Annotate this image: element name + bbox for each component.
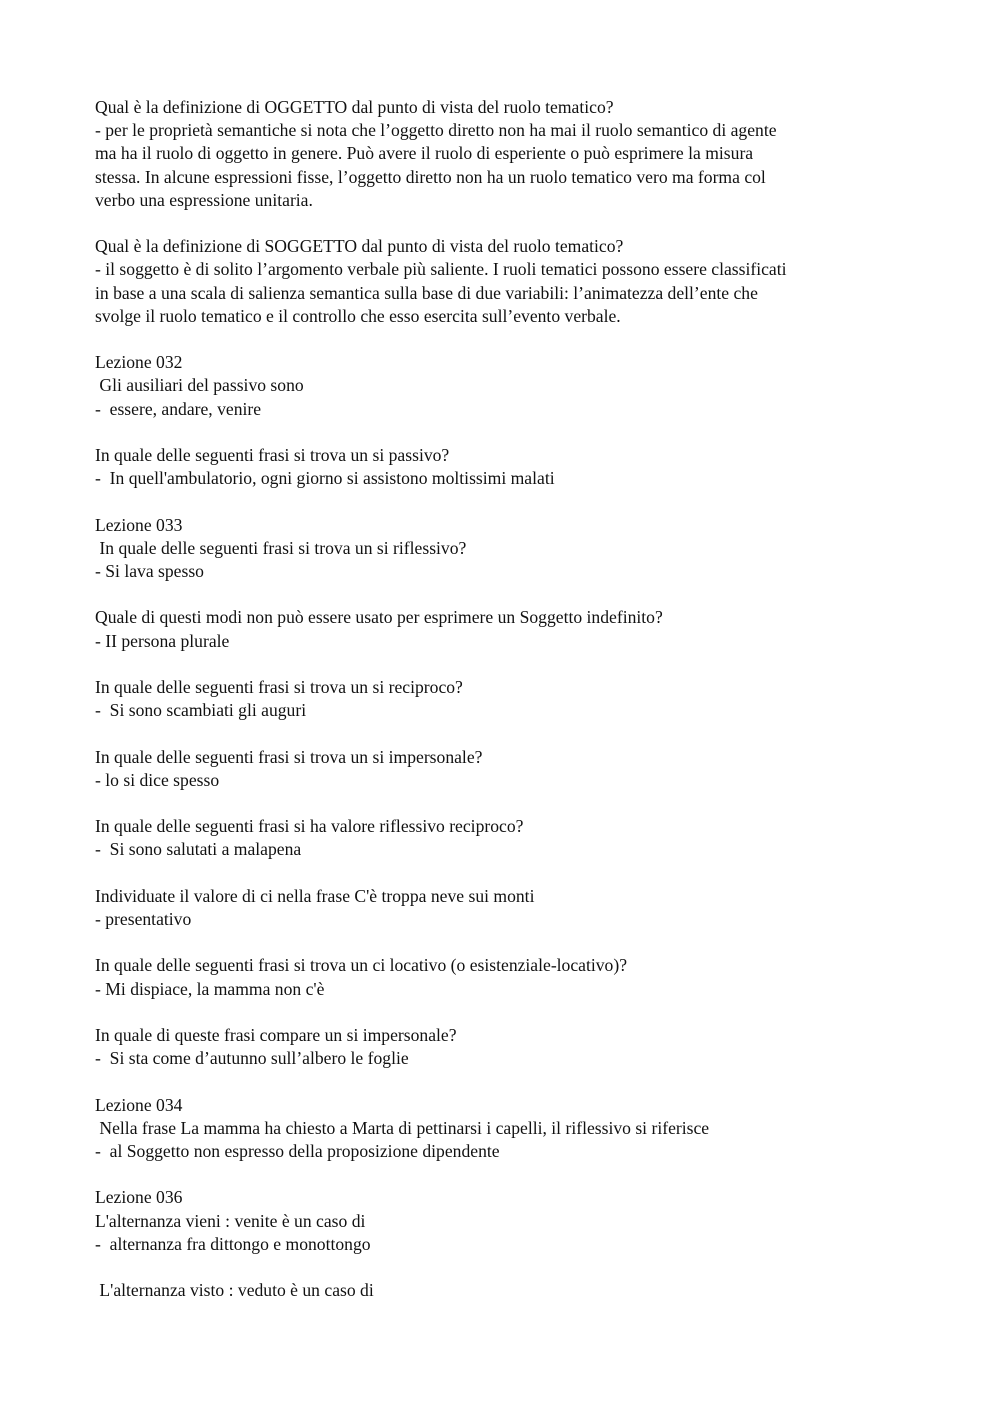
text-block bbox=[95, 885, 915, 931]
block-text-line: - II persona plurale bbox=[95, 630, 230, 651]
text-block bbox=[95, 1279, 915, 1302]
text-block bbox=[95, 1024, 915, 1070]
block-heading-line: L'alternanza visto : veduto è un caso di bbox=[95, 1280, 374, 1301]
block-text-line: - presentativo bbox=[95, 908, 192, 929]
block-heading-line: In quale delle seguenti frasi si trova un si reciproco? bbox=[95, 676, 463, 697]
block-text-line: In quale delle seguenti frasi si trova un si riflessivo? bbox=[95, 537, 467, 558]
block-heading-line: In quale delle seguenti frasi si ha valore riflessivo reciproco? bbox=[95, 816, 524, 837]
block-heading-line: Lezione 032 bbox=[95, 352, 183, 373]
block-text-line: - Si sono scambiati gli auguri bbox=[95, 700, 307, 721]
block-heading-line: Lezione 036 bbox=[95, 1187, 183, 1208]
block-text-line: - Si sono salutati a malapena bbox=[95, 839, 302, 860]
block-heading-line: Qual è la definizione di OGGETTO dal punto di vista del ruolo tematico? bbox=[95, 97, 614, 117]
block-text-line: - In quell'ambulatorio, ogni giorno si assistono moltissimi malati bbox=[95, 468, 555, 489]
text-block bbox=[95, 235, 915, 328]
text-block bbox=[95, 606, 915, 652]
text-block bbox=[95, 514, 915, 584]
block-text-line: - Si lava spesso bbox=[95, 561, 204, 581]
block-heading-line: Individuate il valore di ci nella frase C'è troppa neve sui monti bbox=[95, 885, 535, 906]
text-block bbox=[95, 676, 915, 722]
text-block bbox=[95, 444, 915, 490]
block-text-line: Nella frase La mamma ha chiesto a Marta di pettinarsi i capelli, il riflessivo si riferisce bbox=[95, 1117, 710, 1138]
block-heading-line: In quale di queste frasi compare un si impersonale? bbox=[95, 1024, 457, 1045]
block-text-line: - Mi dispiace, la mamma non c'è bbox=[95, 978, 325, 999]
block-text-line: ma ha il ruolo di oggetto in genere. Può avere il ruolo di esperiente o può esprimere la misura bbox=[95, 143, 754, 164]
text-block bbox=[95, 1186, 915, 1256]
block-text-line: - alternanza fra dittongo e monottongo bbox=[95, 1233, 371, 1254]
text-block bbox=[95, 96, 915, 212]
block-heading-line: In quale delle seguenti frasi si trova un si impersonale? bbox=[95, 746, 483, 767]
text-block bbox=[95, 746, 915, 792]
block-text-line: - al Soggetto non espresso della proposizione dipendente bbox=[95, 1140, 500, 1161]
document-body bbox=[95, 96, 915, 1326]
block-text-line: L'alternanza vieni : venite è un caso di bbox=[95, 1210, 366, 1231]
block-text-line: - Si sta come d’autunno sull’albero le foglie bbox=[95, 1048, 409, 1069]
text-block bbox=[95, 954, 915, 1000]
block-text-line: Gli ausiliari del passivo sono bbox=[95, 375, 304, 396]
block-heading-line: Lezione 033 bbox=[95, 514, 183, 535]
block-text-line: verbo una espressione unitaria. bbox=[95, 189, 313, 210]
text-block bbox=[95, 1094, 915, 1164]
block-heading-line: In quale delle seguenti frasi si trova un ci locativo (o esistenziale-locativo)? bbox=[95, 955, 628, 976]
block-text-line: stessa. In alcune espressioni fisse, l’oggetto diretto non ha un ruolo tematico vero ma forma col bbox=[95, 166, 766, 187]
block-text-line: svolge il ruolo tematico e il controllo che esso esercita sull’evento verbale. bbox=[95, 305, 621, 326]
block-heading-line: In quale delle seguenti frasi si trova un si passivo? bbox=[95, 445, 450, 465]
block-heading-line: Lezione 034 bbox=[95, 1094, 183, 1115]
block-heading-line: Quale di questi modi non può essere usato per esprimere un Soggetto indefinito? bbox=[95, 607, 663, 628]
block-text-line: - il soggetto è di solito l’argomento verbale più saliente. I ruoli tematici possono essere classificati bbox=[95, 259, 787, 280]
text-block bbox=[95, 351, 915, 421]
block-text-line: - essere, andare, venire bbox=[95, 398, 262, 419]
block-text-line: - per le proprietà semantiche si nota che l’oggetto diretto non ha mai il ruolo semantico di agente bbox=[95, 120, 777, 141]
block-text-line: - lo si dice spesso bbox=[95, 769, 220, 790]
block-text-line: in base a una scala di salienza semantica sulla base di due variabili: l’animatezza dell’ente che bbox=[95, 282, 758, 303]
block-heading-line: Qual è la definizione di SOGGETTO dal punto di vista del ruolo tematico? bbox=[95, 236, 624, 257]
text-block bbox=[95, 815, 915, 861]
